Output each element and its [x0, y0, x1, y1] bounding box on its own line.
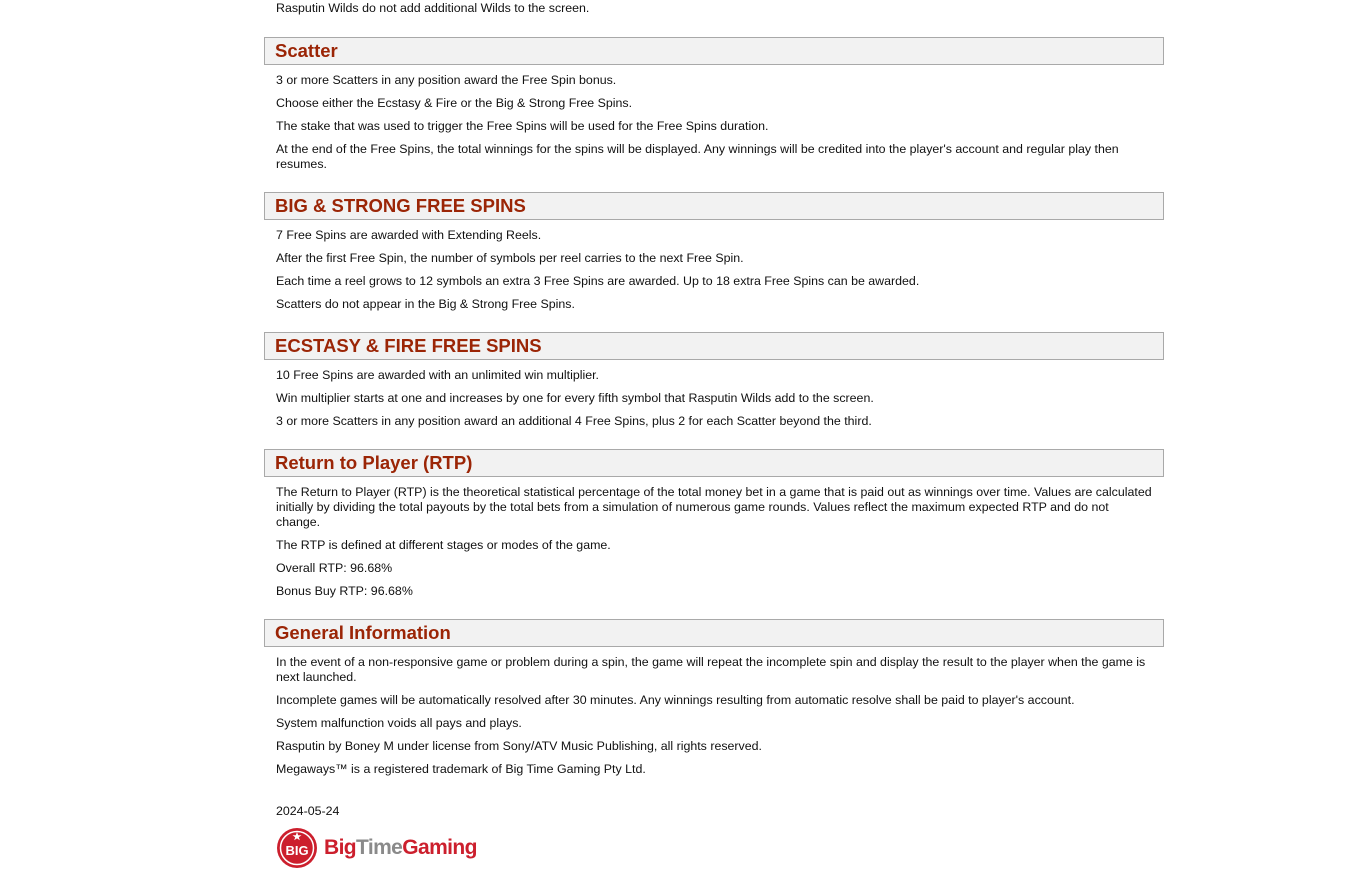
paragraph: Rasputin by Boney M under license from Sony/ATV Music Publishing, all rights reserved.: [276, 739, 762, 753]
spacer: [264, 18, 1164, 37]
big-badge-icon: [276, 827, 318, 869]
intro-line: Rasputin Wilds do not add additional Wilds to the screen.: [276, 1, 590, 15]
section-big-strong-free-spins: [264, 192, 1164, 312]
paytable-content: [264, 0, 1164, 869]
logo-badge-text: BIG: [285, 843, 309, 858]
overall-rtp: Overall RTP: 96.68%: [276, 561, 393, 575]
section-ecstasy-fire-free-spins: [264, 332, 1164, 429]
logo-word-gaming: Gaming: [402, 836, 477, 859]
logo-wordmark: [324, 836, 477, 860]
paragraph: The RTP is defined at different stages or modes of the game.: [276, 538, 611, 552]
paragraph: At the end of the Free Spins, the total winnings for the spins will be displayed. Any winnings will be credited into the player's account and regular play then resumes.: [276, 142, 1119, 171]
paragraph: In the event of a non-responsive game or problem during a spin, the game will repeat the incomplete spin and display the result to the player when the game is next launched.: [276, 655, 1146, 684]
section-title: ECSTASY & FIRE FREE SPINS: [275, 335, 542, 356]
section-title: BIG & STRONG FREE SPINS: [275, 195, 526, 216]
paragraph: 7 Free Spins are awarded with Extending Reels.: [276, 228, 542, 242]
paragraph: Each time a reel grows to 12 symbols an extra 3 Free Spins are awarded. Up to 18 extra Free Spins can be awarded.: [276, 274, 920, 288]
section-body: [264, 647, 1164, 777]
paragraph: 3 or more Scatters in any position award the Free Spin bonus.: [276, 73, 617, 87]
section-body: [264, 360, 1164, 429]
section-body: [264, 477, 1164, 599]
paragraph: The Return to Player (RTP) is the theoretical statistical percentage of the total money bet in a game that is paid out as winnings over time. Values are calculated initially by dividing the total payouts by the total bets from a simulation of numerous game rounds. Values reflect the maximum expected RTP and do not change.: [276, 485, 1152, 529]
section-title: Return to Player (RTP): [275, 452, 473, 473]
logo-word-big: Big: [324, 836, 357, 859]
section-title: Scatter: [275, 40, 338, 61]
paragraph: The stake that was used to trigger the Free Spins will be used for the Free Spins duration.: [276, 119, 769, 133]
section-return-to-player: [264, 449, 1164, 599]
paragraph: 3 or more Scatters in any position award an additional 4 Free Spins, plus 2 for each Scatter beyond the third.: [276, 414, 872, 428]
spacer: [264, 437, 1164, 449]
section-header: [264, 332, 1164, 360]
logo-word-time: Time: [356, 836, 403, 859]
paragraph: After the first Free Spin, the number of symbols per reel carries to the next Free Spin.: [276, 251, 744, 265]
section-header: [264, 449, 1164, 477]
section-header: [264, 619, 1164, 647]
spacer: [264, 180, 1164, 192]
paragraph: Scatters do not appear in the Big & Strong Free Spins.: [276, 297, 575, 311]
section-header: [264, 192, 1164, 220]
section-scatter: [264, 37, 1164, 172]
paragraph: 10 Free Spins are awarded with an unlimited win multiplier.: [276, 368, 600, 382]
bonus-buy-rtp: Bonus Buy RTP: 96.68%: [276, 584, 413, 598]
footer: [264, 785, 1164, 869]
big-time-gaming-logo: [276, 827, 1152, 869]
spacer: [264, 320, 1164, 332]
spacer: [264, 607, 1164, 619]
section-title: General Information: [275, 622, 451, 643]
paragraph: Incomplete games will be automatically resolved after 30 minutes. Any winnings resulting from automatic resolve shall be paid to player's account.: [276, 693, 1075, 707]
paragraph: System malfunction voids all pays and plays.: [276, 716, 522, 730]
paragraph: Megaways™ is a registered trademark of Big Time Gaming Pty Ltd.: [276, 762, 646, 776]
paragraph: Win multiplier starts at one and increases by one for every fifth symbol that Rasputin Wilds add to the screen.: [276, 391, 874, 405]
section-general-information: [264, 619, 1164, 777]
paragraph: Choose either the Ecstasy & Fire or the Big & Strong Free Spins.: [276, 96, 633, 110]
section-body: [264, 65, 1164, 172]
release-date: 2024-05-24: [276, 804, 340, 818]
section-header: [264, 37, 1164, 65]
section-body: [264, 220, 1164, 312]
